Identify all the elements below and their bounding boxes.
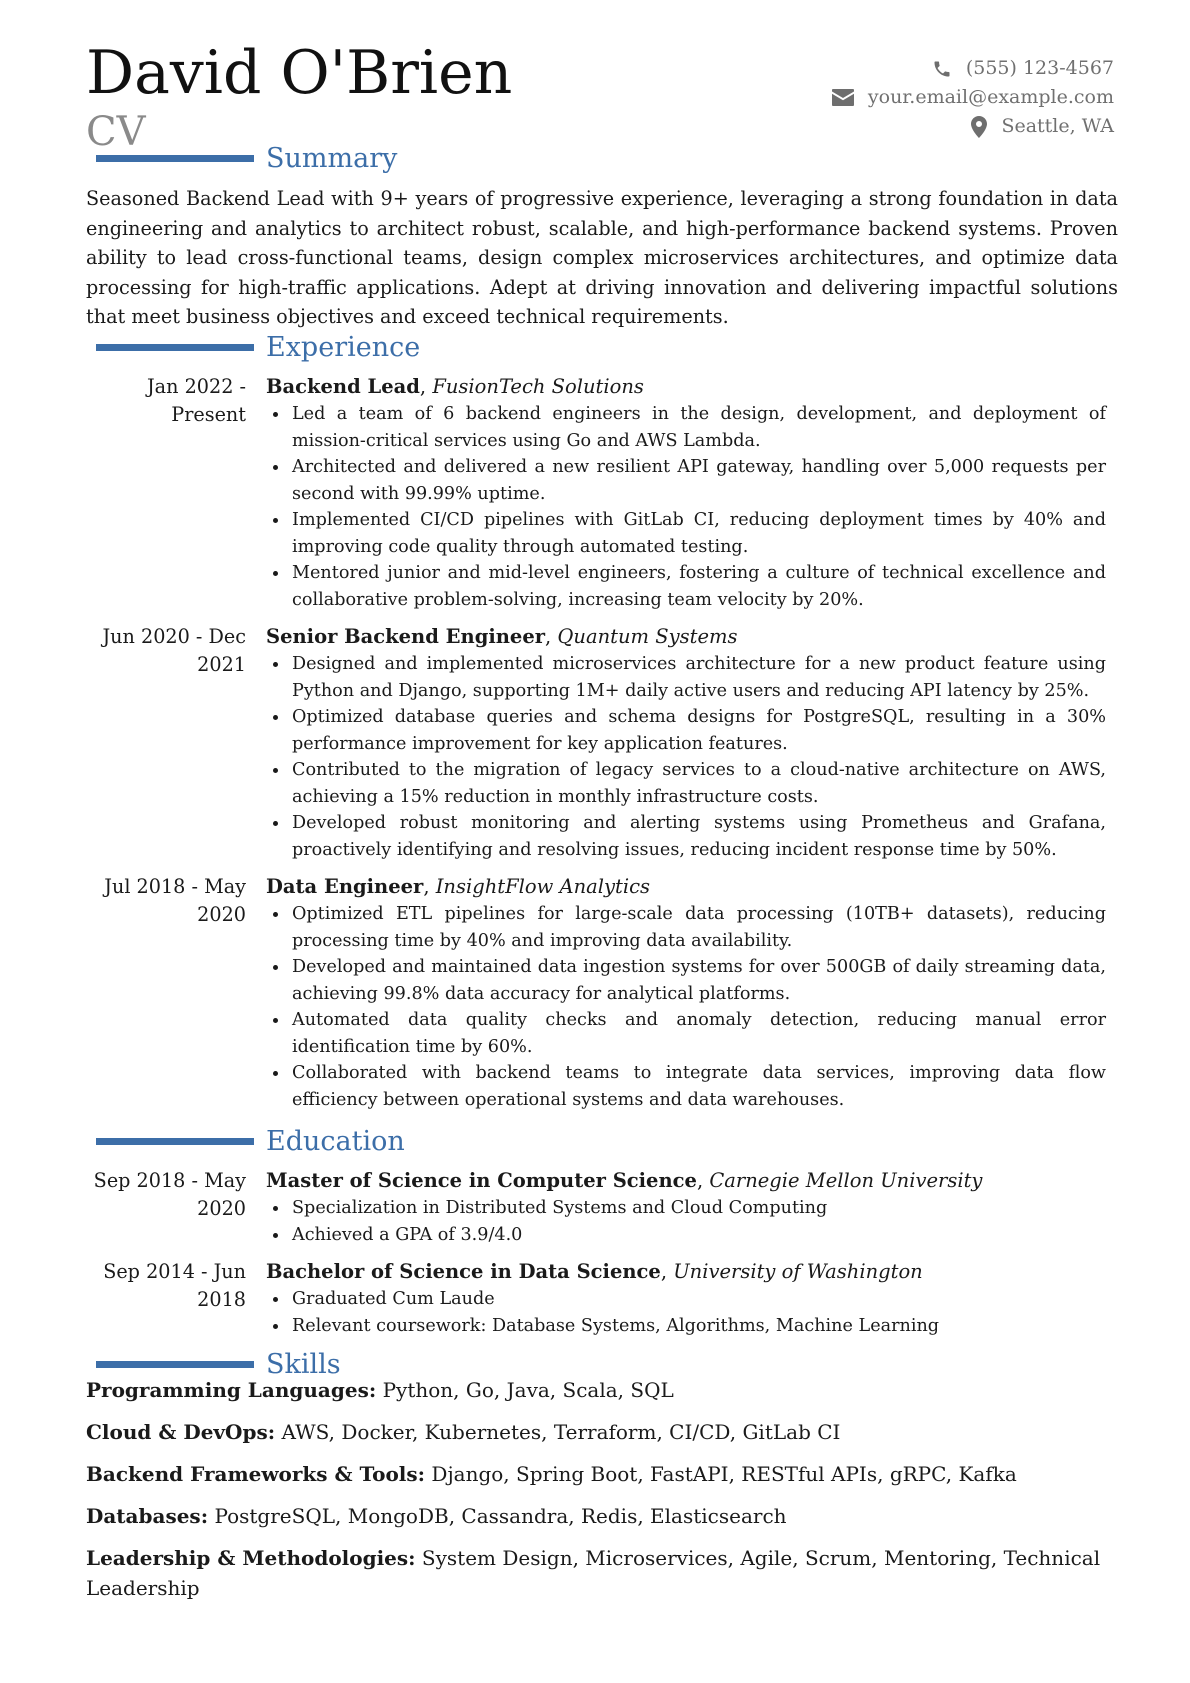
skill-values: Django, Spring Boot, FastAPI, RESTful APIs, gRPC, Kafka [431, 1462, 1017, 1486]
institution-name: Carnegie Mellon University [709, 1169, 983, 1192]
company-name: FusionTech Solutions [432, 375, 644, 398]
entry-date: Jun 2020 - Dec 2021 [102, 625, 246, 676]
detail-item: Graduated Cum Laude [266, 1286, 1106, 1313]
education-section-header [0, 1125, 1190, 1161]
section-title-experience: Experience [266, 332, 421, 363]
section-title-skills: Skills [266, 1349, 341, 1380]
education-list [0, 1167, 1190, 1349]
entry-heading: Senior Backend Engineer, Quantum Systems [266, 625, 738, 648]
skills-list [86, 1376, 1126, 1616]
skill-category: Leadership & Methodologies: [86, 1546, 416, 1570]
entry-heading: Bachelor of Science in Data Science, University of Washington [266, 1260, 923, 1283]
job-title: Senior Backend Engineer [266, 625, 545, 648]
experience-list [0, 373, 1190, 1123]
detail-item: Relevant coursework: Database Systems, Algorithms, Machine Learning [266, 1313, 1106, 1340]
detail-list [266, 1286, 1106, 1339]
entry-body [266, 873, 1106, 1113]
skill-values: AWS, Docker, Kubernetes, Terraform, CI/CD, GitLab CI [281, 1420, 841, 1444]
entry-body [266, 1258, 1106, 1339]
contact-email [832, 83, 1114, 112]
achievement-item: Optimized database queries and schema designs for PostgreSQL, resulting in a 30% performance improvement for key application features. [266, 704, 1106, 757]
detail-item: Achieved a GPA of 3.9/4.0 [266, 1222, 1106, 1249]
contact-location [832, 112, 1114, 141]
achievement-item: Developed and maintained data ingestion systems for over 500GB of daily streaming data, achieving 99.8% data accuracy for analytical platforms. [266, 954, 1106, 1007]
section-title-education: Education [266, 1126, 405, 1157]
entry-date: Sep 2014 - Jun 2018 [103, 1260, 246, 1311]
phone-icon [932, 59, 952, 79]
achievement-item: Optimized ETL pipelines for large-scale data processing (10TB+ datasets), reducing processing time by 40% and improving data availability. [266, 901, 1106, 954]
achievement-list [266, 901, 1106, 1113]
skill-values: System Design, Microservices, Agile, Scrum, Mentoring, Technical Leadership [86, 1546, 1101, 1600]
skill-row [86, 1502, 1126, 1532]
education-entry [0, 1167, 1190, 1248]
skill-values: PostgreSQL, MongoDB, Cassandra, Redis, Elasticsearch [214, 1504, 787, 1528]
institution-name: University of Washington [673, 1260, 923, 1283]
summary-text: Seasoned Backend Lead with 9+ years of progressive experience, leveraging a strong foundation in data engineering and analytics to architect robust, scalable, and high-performance backend systems. Proven ability to lead cross-functional teams, design complex microservices architectures, and optimize data processing for high-traffic applications. Adept at driving innovation and delivering impactful solutions that meet business objectives and exceed technical requirements. [86, 187, 1118, 328]
location-text: Seattle, WA [1001, 115, 1114, 137]
skill-values: Python, Go, Java, Scala, SQL [382, 1378, 674, 1402]
achievement-item: Mentored junior and mid-level engineers, fostering a culture of technical excellence and collaborative problem-solving, increasing team velocity by 20%. [266, 560, 1106, 613]
skill-row [86, 1544, 1126, 1603]
achievement-item: Developed robust monitoring and alerting systems using Prometheus and Grafana, proactively identifying and resolving issues, reducing incident response time by 50%. [266, 810, 1106, 863]
achievement-list [266, 651, 1106, 863]
entry-heading: Backend Lead, FusionTech Solutions [266, 375, 644, 398]
section-divider-bar [96, 155, 254, 162]
section-divider-bar [96, 1138, 254, 1145]
achievement-item: Collaborated with backend teams to integrate data services, improving data flow efficiency between operational systems and data warehouses. [266, 1060, 1106, 1113]
candidate-name: David O'Brien [86, 38, 513, 108]
experience-entry [0, 873, 1190, 1113]
achievement-item: Automated data quality checks and anomaly detection, reducing manual error identification time by 60%. [266, 1007, 1106, 1060]
skill-category: Programming Languages: [86, 1378, 377, 1402]
detail-item: Specialization in Distributed Systems and Cloud Computing [266, 1195, 1106, 1222]
achievement-item: Architected and delivered a new resilient API gateway, handling over 5,000 requests per second with 99.99% uptime. [266, 454, 1106, 507]
skill-row [86, 1460, 1126, 1490]
skill-category: Cloud & DevOps: [86, 1420, 276, 1444]
section-title-summary: Summary [266, 143, 398, 174]
entry-body [266, 623, 1106, 863]
skill-row [86, 1376, 1126, 1406]
company-name: Quantum Systems [557, 625, 738, 648]
experience-entry [0, 623, 1190, 863]
entry-body [266, 373, 1106, 613]
entry-body [266, 1167, 1106, 1248]
achievement-list [266, 401, 1106, 613]
document-type: CV [86, 109, 146, 155]
skill-category: Databases: [86, 1504, 209, 1528]
job-title: Backend Lead [266, 375, 420, 398]
contact-phone [832, 54, 1114, 83]
section-divider-bar [96, 344, 254, 351]
skill-row [86, 1418, 1126, 1448]
achievement-item: Implemented CI/CD pipelines with GitLab CI, reducing deployment times by 40% and improving code quality through automated testing. [266, 507, 1106, 560]
entry-date: Jan 2022 - Present [146, 375, 246, 426]
experience-entry [0, 373, 1190, 613]
entry-date: Sep 2018 - May 2020 [93, 1169, 246, 1220]
summary-section-header [0, 142, 1190, 178]
entry-heading: Master of Science in Computer Science, Carnegie Mellon University [266, 1169, 983, 1192]
experience-section-header [0, 331, 1190, 367]
achievement-item: Designed and implemented microservices architecture for a new product feature using Python and Django, supporting 1M+ daily active users and reducing API latency by 25%. [266, 651, 1106, 704]
degree-title: Bachelor of Science in Data Science [266, 1260, 661, 1283]
education-entry [0, 1258, 1190, 1339]
degree-title: Master of Science in Computer Science [266, 1169, 697, 1192]
map-pin-icon [971, 116, 987, 138]
section-divider-bar [96, 1361, 254, 1368]
entry-heading: Data Engineer, InsightFlow Analytics [266, 875, 651, 898]
detail-list [266, 1195, 1106, 1248]
envelope-icon [832, 89, 854, 106]
job-title: Data Engineer [266, 875, 424, 898]
achievement-item: Contributed to the migration of legacy services to a cloud-native architecture on AWS, achieving a 15% reduction in monthly infrastructure costs. [266, 757, 1106, 810]
achievement-item: Led a team of 6 backend engineers in the design, development, and deployment of mission-critical services using Go and AWS Lambda. [266, 401, 1106, 454]
skill-category: Backend Frameworks & Tools: [86, 1462, 426, 1486]
entry-date: Jul 2018 - May 2020 [104, 875, 246, 926]
email-address[interactable]: your.email@example.com [867, 86, 1114, 108]
contact-block [832, 54, 1114, 141]
company-name: InsightFlow Analytics [435, 875, 651, 898]
phone-number[interactable]: (555) 123-4567 [965, 57, 1114, 79]
